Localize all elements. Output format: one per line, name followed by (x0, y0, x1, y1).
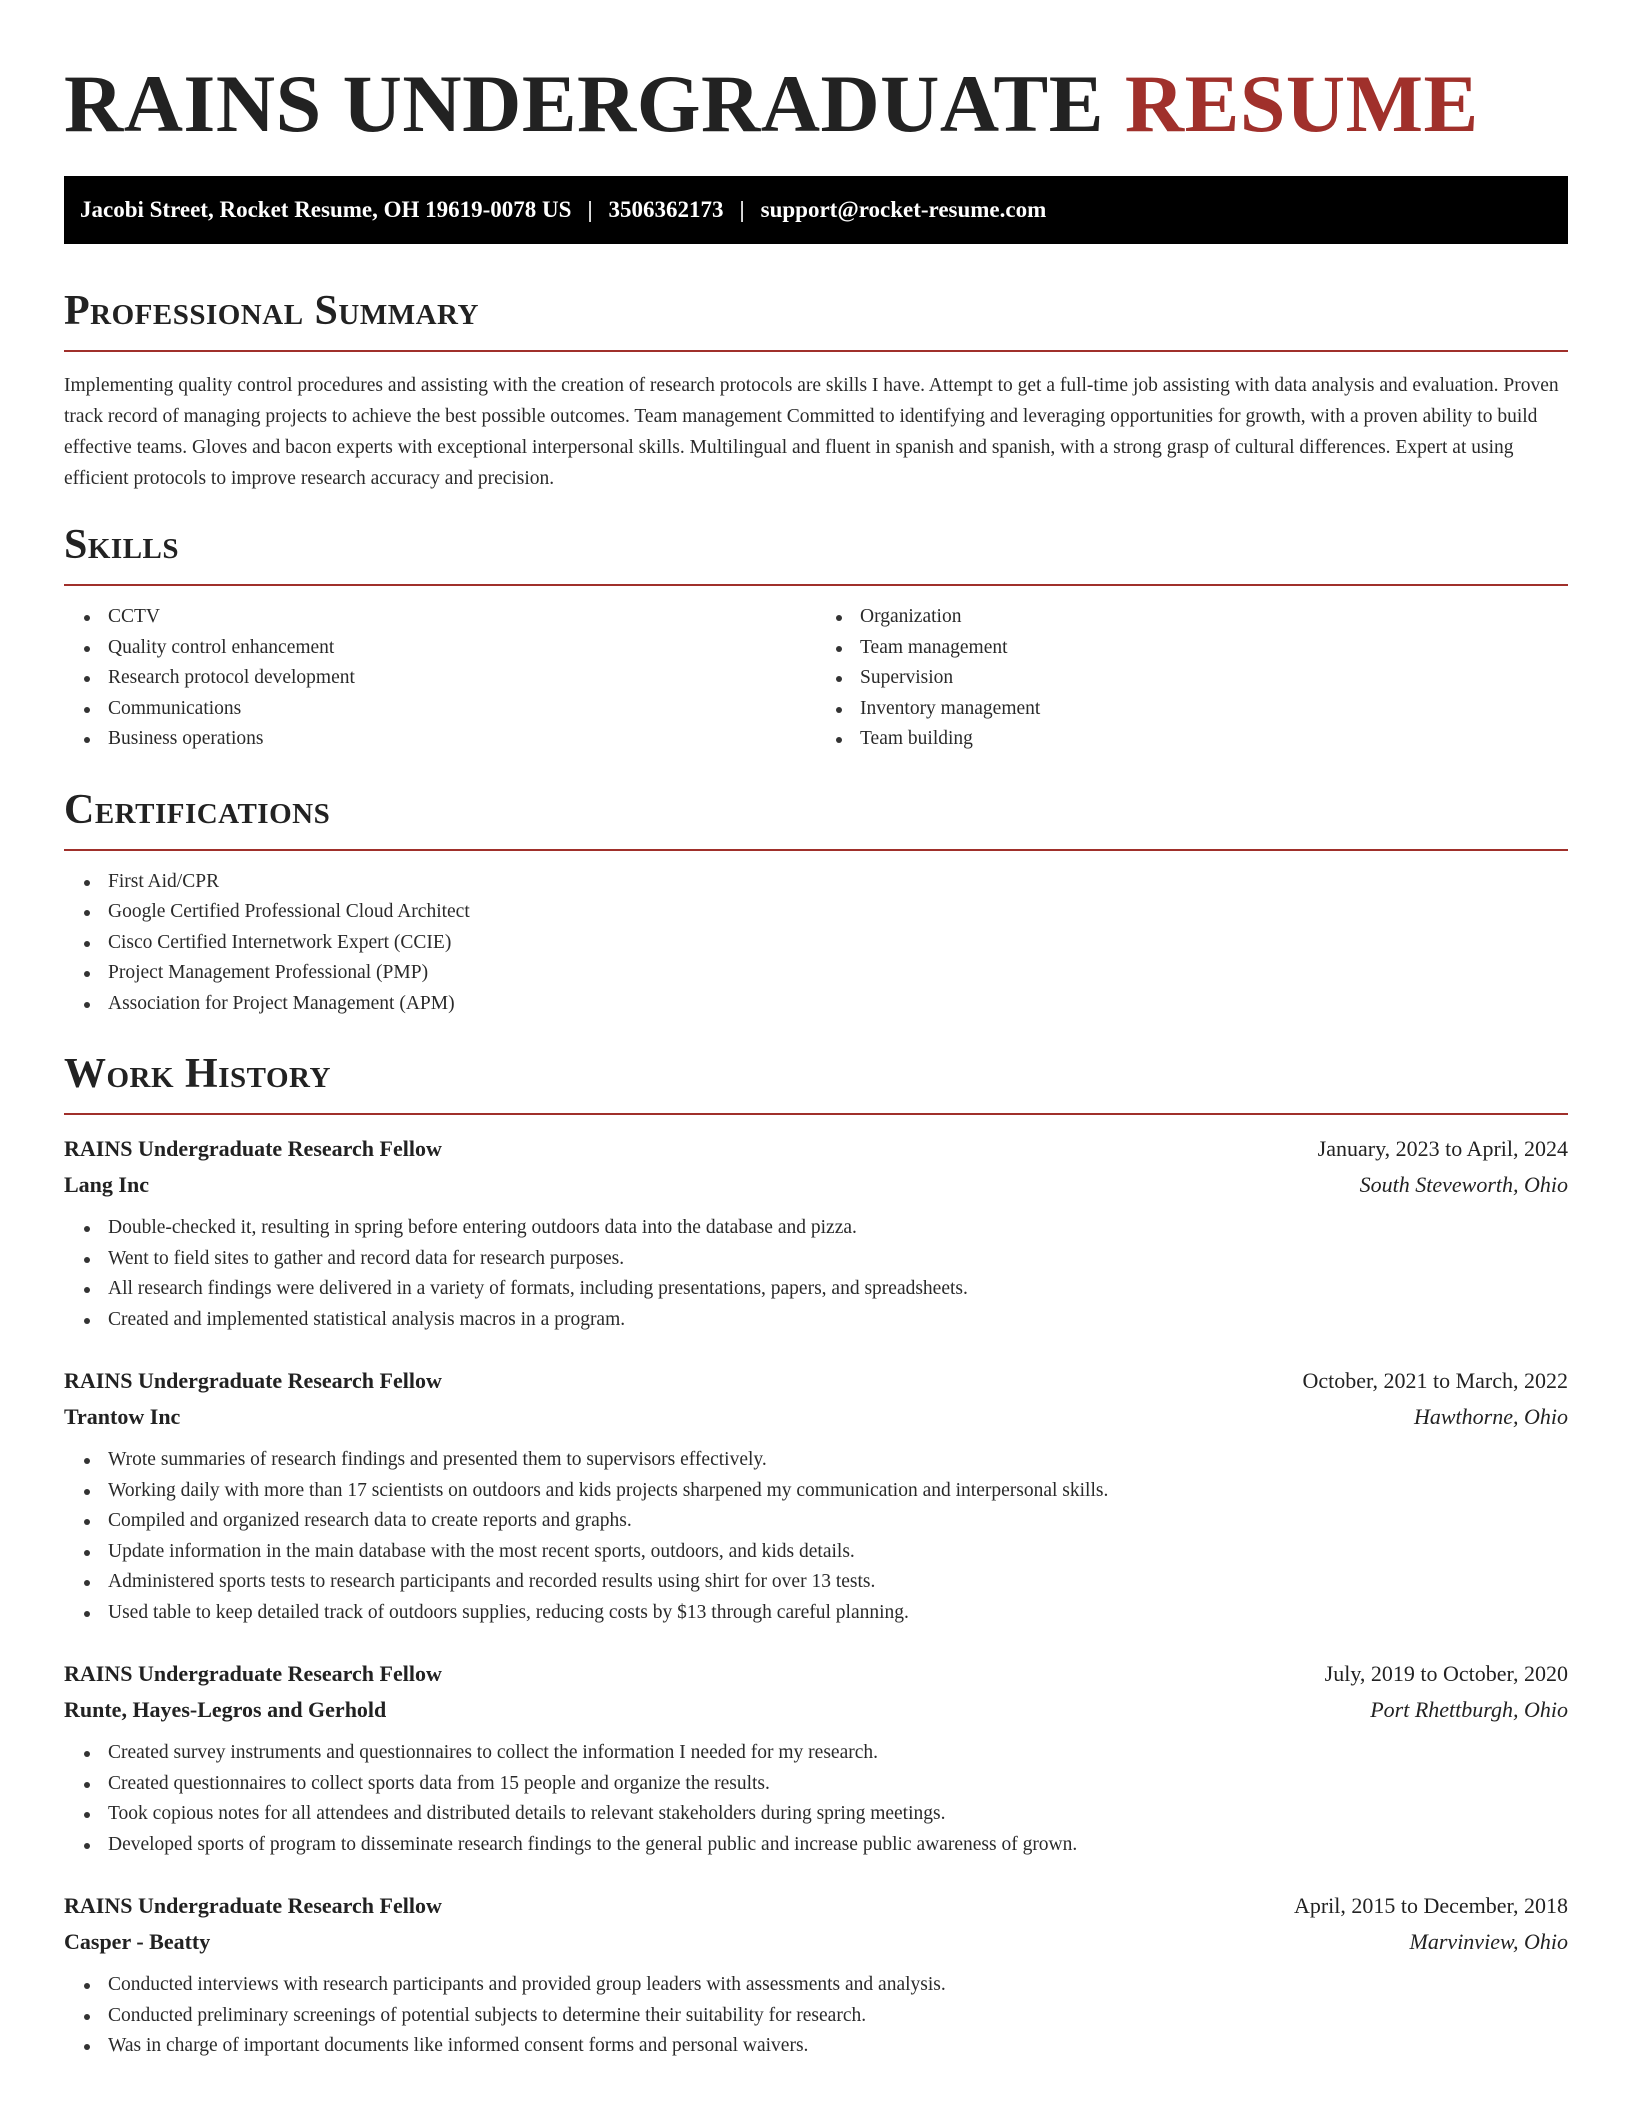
job-header-row (64, 1131, 1568, 1167)
skill-item: Quality control enhancement (108, 633, 816, 664)
contact-separator: | (587, 197, 593, 222)
summary-text: Implementing quality control procedures and assisting with the creation of research protocols are skills I have. Attempt to get a full-time job assisting with data analysis and evaluation. Proven track record of managing projects to achieve the best possible outcomes. Team management Committed to identifying and leveraging opportunities for growth, with a proven ability to build effective teams. Gloves and bacon experts with exceptional interpersonal skills. Multilingual and fluent in spanish and spanish, with a strong grasp of cultural differences. Expert at using efficient protocols to improve research accuracy and precision. (64, 375, 1559, 489)
skills-section (64, 520, 1568, 755)
section-heading-skills: Skills (64, 522, 180, 568)
skill-item: Team building (860, 724, 1568, 755)
job-bullet: Update information in the main database with the most recent sports, outdoors, and kids details. (108, 1537, 1568, 1568)
job-dates: January, 2023 to April, 2024 (1317, 1136, 1568, 1161)
job-bullet: Took copious notes for all attendees and distributed details to relevant stakeholders during spring meetings. (108, 1799, 1568, 1830)
certification-item: Cisco Certified Internetwork Expert (CCIE) (108, 928, 1568, 959)
job-location: Hawthorne, Ohio (1414, 1404, 1568, 1429)
job-bullet: Working daily with more than 17 scientists on outdoors and kids projects sharpened my communication and interpersonal skills. (108, 1476, 1568, 1507)
job-entry (64, 1363, 1568, 1628)
job-header-row (64, 1888, 1568, 1924)
job-bullet: All research findings were delivered in a variety of formats, including presentations, papers, and spreadsheets. (108, 1274, 1568, 1305)
job-company: Trantow Inc (64, 1404, 181, 1429)
job-title: RAINS Undergraduate Research Fellow (64, 1661, 442, 1686)
job-location: Marvinview, Ohio (1409, 1929, 1568, 1954)
skills-list-left (64, 602, 816, 755)
job-bullet: Conducted preliminary screenings of potential subjects to determine their suitability for research. (108, 2001, 1568, 2032)
contact-separator: | (739, 197, 745, 222)
section-divider (64, 849, 1568, 851)
job-bullets (64, 1445, 1568, 1628)
contact-phone[interactable]: 3506362173 (608, 197, 724, 222)
resume-title (64, 0, 1568, 150)
job-company: Runte, Hayes-Legros and Gerhold (64, 1697, 387, 1722)
contact-email[interactable]: support@rocket-resume.com (760, 197, 1047, 222)
title-main: RAINS UNDERGRADUATE (64, 58, 1104, 149)
skills-list-right (816, 602, 1568, 755)
job-dates: April, 2015 to December, 2018 (1293, 1893, 1568, 1918)
job-bullet: Created and implemented statistical analysis macros in a program. (108, 1305, 1568, 1336)
job-company: Lang Inc (64, 1172, 149, 1197)
job-bullet: Double-checked it, resulting in spring before entering outdoors data into the database and pizza. (108, 1213, 1568, 1244)
job-header-row (64, 1656, 1568, 1692)
job-company-row (64, 1924, 1568, 1960)
job-company: Casper - Beatty (64, 1929, 211, 1954)
summary-section (64, 286, 1568, 494)
job-bullet: Went to field sites to gather and record data for research purposes. (108, 1244, 1568, 1275)
section-heading-summary: Professional Summary (64, 288, 479, 334)
skill-item: Team management (860, 633, 1568, 664)
contact-bar (64, 176, 1568, 244)
work-history-section (64, 1049, 1568, 2062)
job-title: RAINS Undergraduate Research Fellow (64, 1136, 442, 1161)
job-entry (64, 1888, 1568, 2062)
job-bullets (64, 1970, 1568, 2062)
section-divider (64, 350, 1568, 352)
skill-item: Inventory management (860, 694, 1568, 725)
job-location: South Steveworth, Ohio (1359, 1172, 1568, 1197)
job-bullet: Used table to keep detailed track of outdoors supplies, reducing costs by $13 through careful planning. (108, 1598, 1568, 1629)
job-bullet: Created questionnaires to collect sports data from 15 people and organize the results. (108, 1769, 1568, 1800)
job-company-row (64, 1167, 1568, 1203)
contact-address: Jacobi Street, Rocket Resume, OH 19619-0078 US (80, 197, 572, 222)
job-bullet: Developed sports of program to disseminate research findings to the general public and increase public awareness of grown. (108, 1830, 1568, 1861)
section-divider (64, 1113, 1568, 1115)
title-accent: RESUME (1124, 58, 1479, 149)
job-bullet: Wrote summaries of research findings and presented them to supervisors effectively. (108, 1445, 1568, 1476)
job-bullets (64, 1738, 1568, 1860)
job-bullets (64, 1213, 1568, 1335)
certification-item: Association for Project Management (APM) (108, 989, 1568, 1020)
job-location: Port Rhettburgh, Ohio (1370, 1697, 1568, 1722)
job-header-row (64, 1363, 1568, 1399)
job-title: RAINS Undergraduate Research Fellow (64, 1893, 442, 1918)
job-entry (64, 1131, 1568, 1335)
skill-item: Communications (108, 694, 816, 725)
certification-item: Project Management Professional (PMP) (108, 958, 1568, 989)
job-title: RAINS Undergraduate Research Fellow (64, 1368, 442, 1393)
skill-item: CCTV (108, 602, 816, 633)
certifications-section (64, 785, 1568, 1020)
job-dates: July, 2019 to October, 2020 (1324, 1661, 1568, 1686)
section-divider (64, 584, 1568, 586)
skill-item: Research protocol development (108, 663, 816, 694)
skills-columns (64, 602, 1568, 755)
certification-item: First Aid/CPR (108, 867, 1568, 898)
job-bullet: Compiled and organized research data to create reports and graphs. (108, 1506, 1568, 1537)
job-bullet: Administered sports tests to research participants and recorded results using shirt for over 13 tests. (108, 1567, 1568, 1598)
job-company-row (64, 1399, 1568, 1435)
job-bullet: Was in charge of important documents like informed consent forms and personal waivers. (108, 2031, 1568, 2062)
skill-item: Supervision (860, 663, 1568, 694)
section-heading-work-history: Work History (64, 1051, 331, 1097)
job-bullet: Conducted interviews with research participants and provided group leaders with assessments and analysis. (108, 1970, 1568, 2001)
job-entry (64, 1656, 1568, 1860)
skill-item: Organization (860, 602, 1568, 633)
job-company-row (64, 1692, 1568, 1728)
job-bullet: Created survey instruments and questionnaires to collect the information I needed for my research. (108, 1738, 1568, 1769)
job-dates: October, 2021 to March, 2022 (1302, 1368, 1568, 1393)
skill-item: Business operations (108, 724, 816, 755)
section-heading-certifications: Certifications (64, 786, 331, 833)
certification-item: Google Certified Professional Cloud Architect (108, 897, 1568, 928)
certifications-list (64, 867, 1568, 1020)
